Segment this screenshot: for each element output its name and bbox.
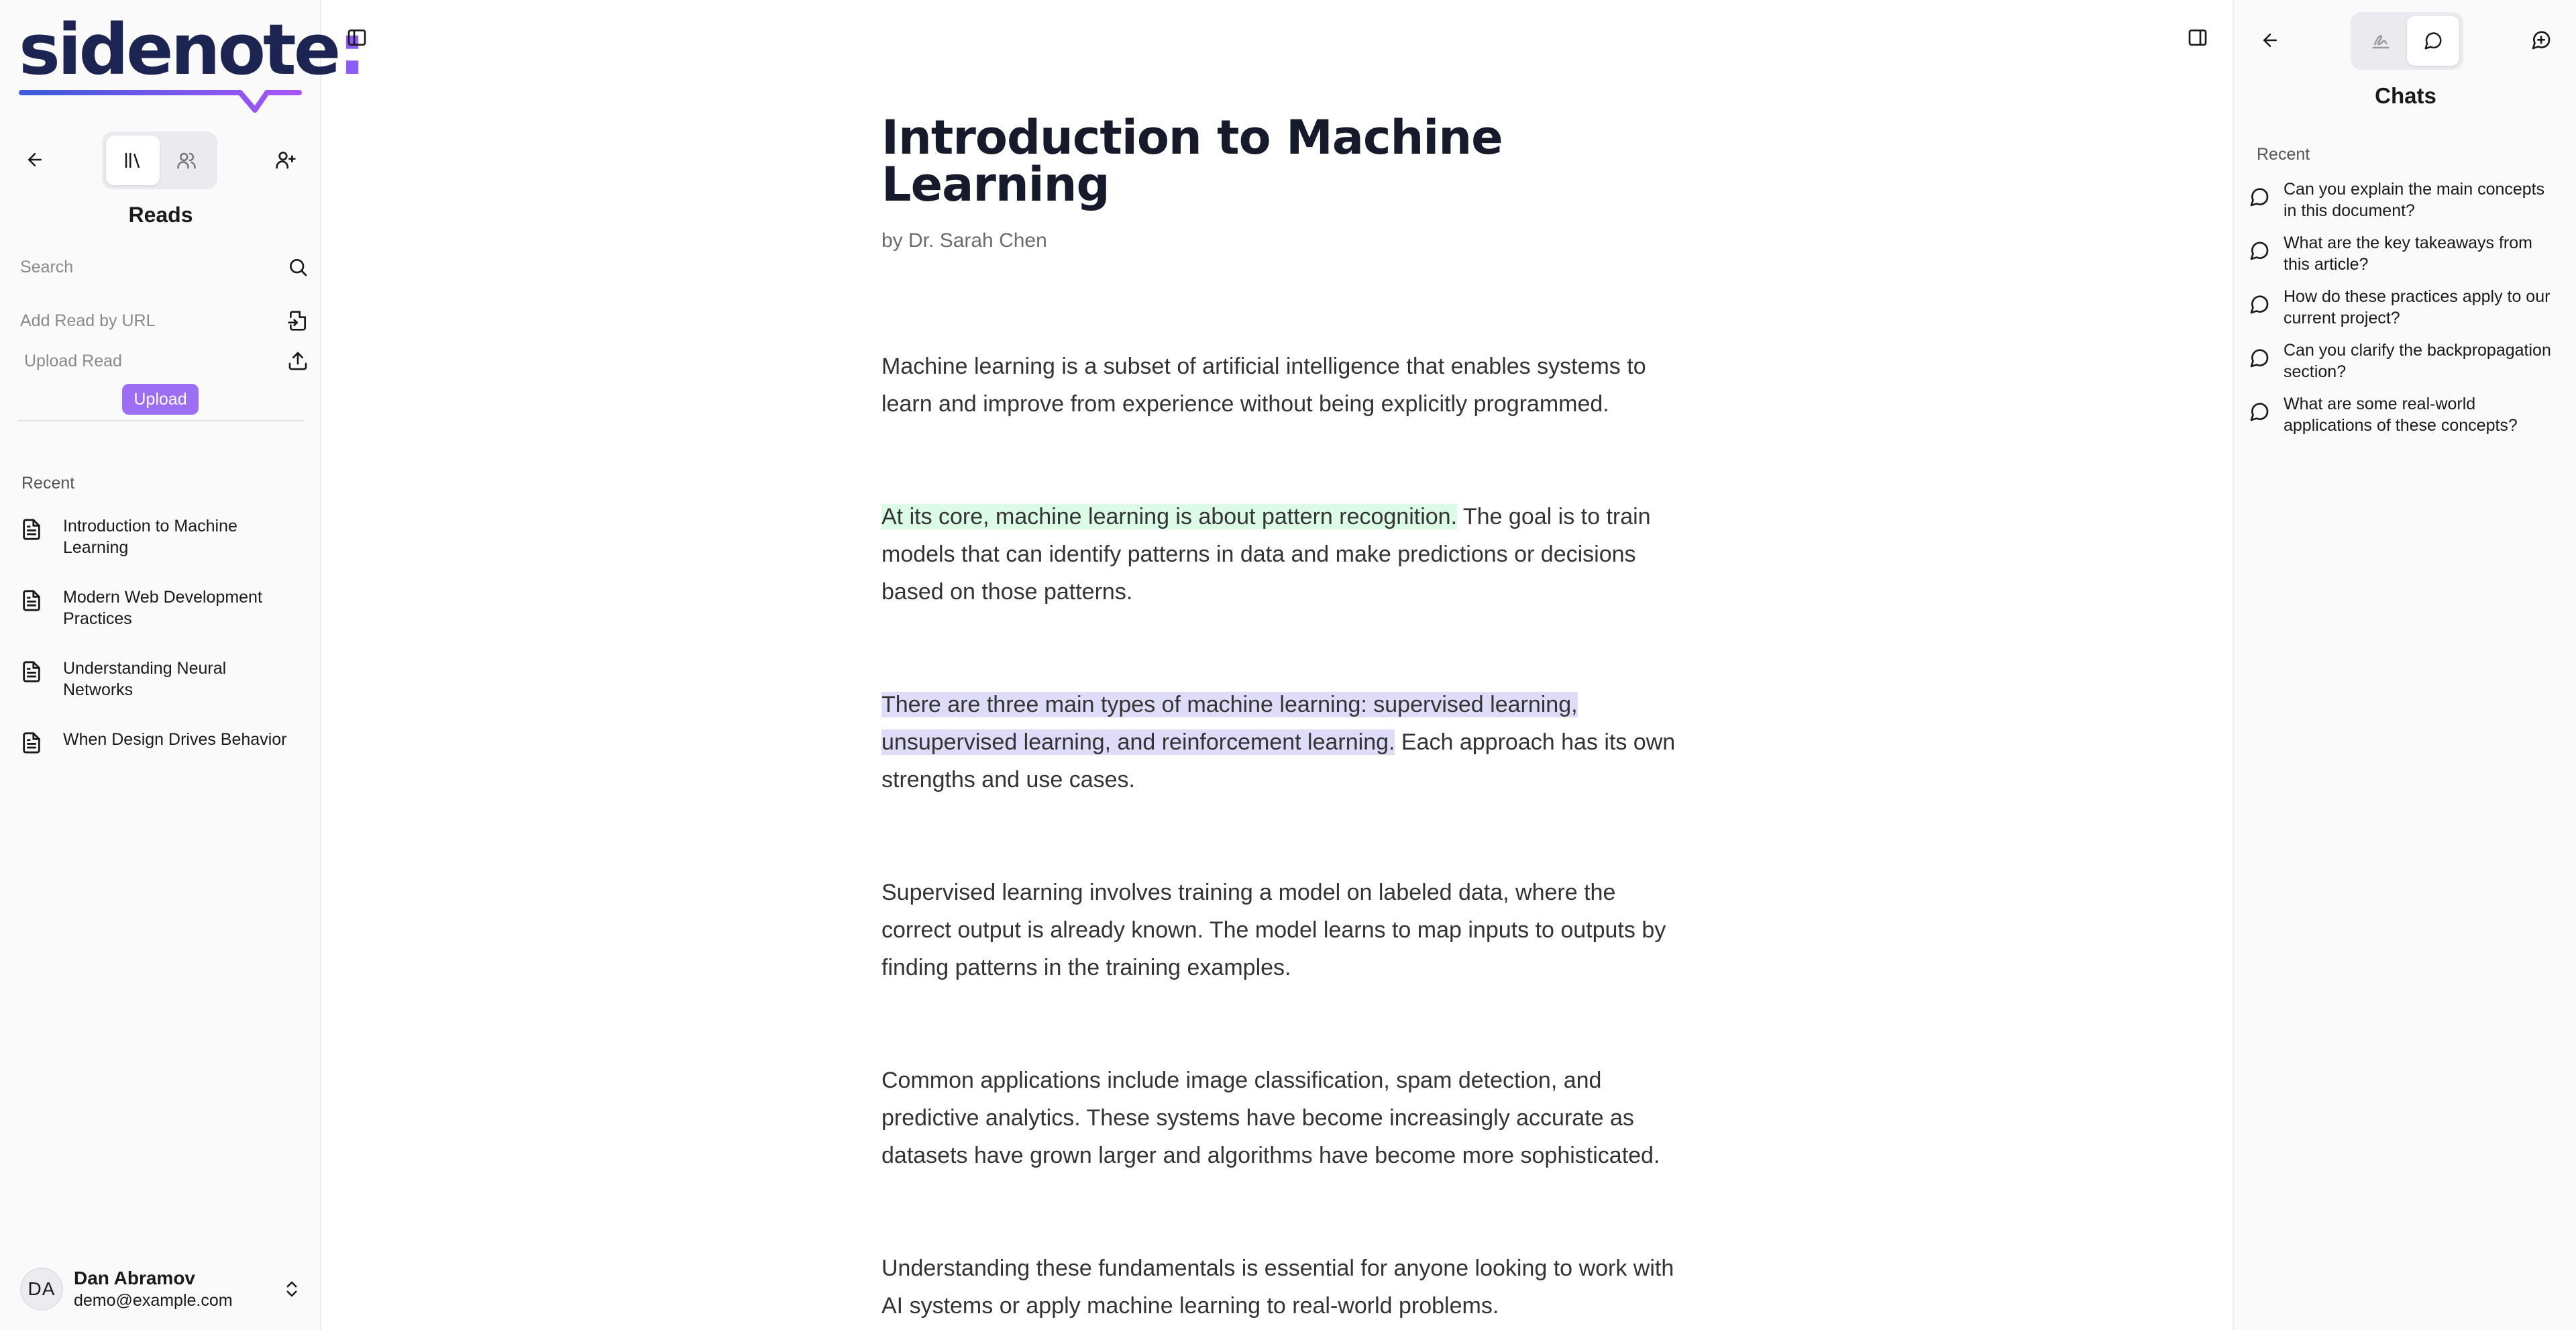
message-circle-icon [2423,31,2443,51]
back-button[interactable] [15,140,55,180]
left-sidebar [0,0,364,1330]
file-import-icon[interactable] [287,310,309,331]
add-url-label: Add Read by URL [20,311,156,330]
article-paragraph: Supervised learning involves training a model on labeled data, where the correct output is already known. The model learns to map inputs to outputs by finding patterns in the training examples. [881,880,1666,980]
article-title: Introduction to Machine Learning [881,110,1503,212]
users-icon [176,150,197,170]
recent-item-label: When Design Drives Behavior [63,730,287,749]
message-circle-icon [2247,240,2271,262]
search-row[interactable] [20,251,309,283]
recent-item-label: Modern Web Development Practices [63,588,262,628]
sidenote-logo[interactable] [19,9,364,114]
upload-read-row[interactable] [20,345,309,377]
chats-heading: Chats [2375,83,2436,108]
document-icon [20,518,43,541]
user-email: demo@example.com [74,1291,233,1310]
chat-item-label: What are the key takeaways from this article? [2284,234,2532,274]
article-paragraph: At its core, machine learning is about pattern recognition. The goal is to train models that can identify patterns in data and make predictions or decisions based on those patterns. [881,504,1651,605]
toggle-left-sidebar-button[interactable] [342,23,372,52]
invite-user-button[interactable] [266,140,306,180]
reads-heading: Reads [128,203,193,227]
new-chat-button[interactable] [2521,20,2561,60]
message-circle-icon [2247,187,2271,208]
recent-item-web-dev[interactable] [20,586,302,629]
user-name: Dan Abramov [74,1268,196,1288]
user-menu[interactable] [20,1266,302,1313]
message-circle-icon [2247,348,2271,369]
toggle-right-panel-button[interactable] [2183,23,2212,52]
chats-panel [2233,0,2576,1330]
recent-item-intro-ml[interactable] [20,515,302,558]
library-icon [123,150,143,170]
avatar: DA [20,1268,63,1311]
recent-label: Recent [21,474,75,493]
panel-mode-switch [2351,12,2463,70]
panel-left-icon [346,27,368,48]
search-icon[interactable] [287,256,309,278]
chat-item-label: Can you explain the main concepts in this document? [2284,180,2545,220]
article [881,110,1680,1319]
recent-item-label: Understanding Neural Networks [63,659,227,699]
chat-item[interactable] [2247,393,2569,436]
chats-recent-label: Recent [2257,145,2310,164]
recent-item-neural-networks[interactable] [20,658,302,701]
user-plus-icon [275,149,297,170]
logo-swoosh-icon [19,76,303,123]
add-url-row[interactable] [20,305,309,337]
document-icon [20,660,43,683]
article-paragraph: There are three main types of machine learning: supervised learning, unsupervised learning, and reinforcement learning. Each approach has its own strengths and use cases. [881,692,1676,792]
article-paragraph: Machine learning is a subset of artificial intelligence that enables systems to learn and improve from experience without being explicitly programmed. [881,354,1646,417]
recent-item-label: Introduction to Machine Learning [63,517,237,557]
message-plus-icon [2530,30,2552,51]
highlight-purple[interactable]: There are three main types of machine learning: supervised learning, unsupervised learning, and reinforcement learning. [881,692,1578,755]
chats-tab[interactable] [2407,16,2459,66]
panel-right-icon [2187,27,2208,48]
upload-button[interactable]: Upload [122,384,199,415]
chat-item[interactable] [2247,178,2569,221]
document-icon [20,731,43,754]
chat-item[interactable] [2247,340,2569,382]
chat-item-label: Can you clarify the backpropagation section? [2284,341,2551,381]
chat-item-label: How do these practices apply to our current project? [2284,287,2551,327]
document-icon [20,589,43,612]
chats-back-button[interactable] [2250,20,2290,60]
article-paragraph: Understanding these fundamentals is essential for anyone looking to work with AI systems or apply machine learning to real-world problems. [881,1256,1674,1319]
chat-item[interactable] [2247,286,2569,329]
upload-icon[interactable] [287,350,309,372]
sidebar-divider [17,420,305,421]
message-circle-icon [2247,401,2271,423]
shared-tab[interactable] [160,136,213,185]
signature-icon [2371,31,2391,51]
annotations-tab[interactable] [2355,16,2407,66]
article-paragraph: Common applications include image classification, spam detection, and predictive analytics. These systems have become increasingly accurate as datasets have grown larger and algorithms have become more sophisticated. [881,1068,1660,1168]
arrow-left-icon [25,150,45,170]
article-byline: by Dr. Sarah Chen [881,229,1047,252]
chevrons-up-down-icon[interactable] [282,1279,302,1299]
recent-item-design-behavior[interactable] [20,729,302,754]
library-tab[interactable] [106,136,160,185]
message-circle-icon [2247,294,2271,315]
search-input[interactable]: Search [20,257,74,276]
chat-item-label: What are some real-world applications of these concepts? [2284,395,2518,435]
chat-item[interactable] [2247,232,2569,275]
reads-mode-switch [102,132,217,189]
upload-read-label: Upload Read [24,351,122,370]
logo-wordmark: sidenote: [19,9,364,91]
highlight-green[interactable]: At its core, machine learning is about pattern recognition. [881,504,1458,529]
arrow-left-icon [2260,30,2280,50]
